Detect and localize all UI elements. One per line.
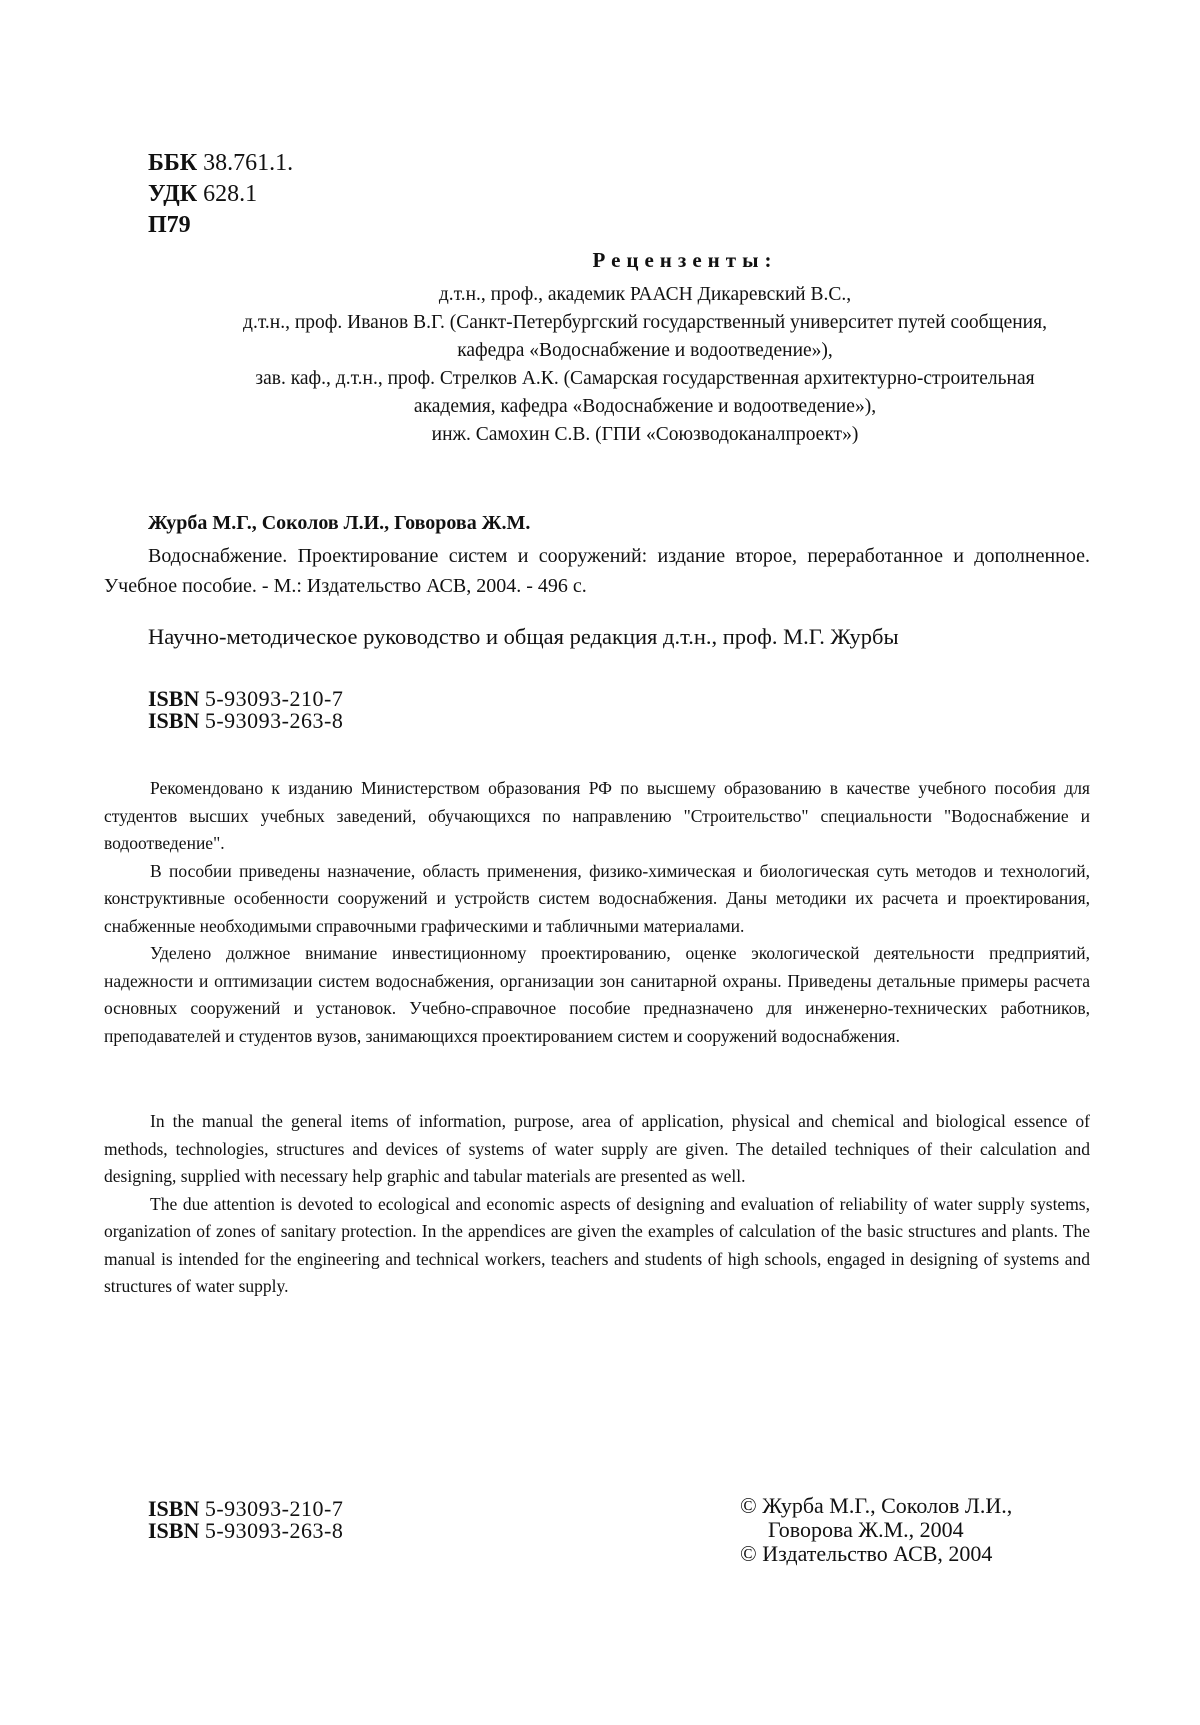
reviewers-list bbox=[100, 281, 1190, 449]
udk-line bbox=[148, 179, 293, 210]
reviewer-line: зав. каф., д.т.н., проф. Стрелков А.К. (Самарская государственная архитектурно-строительная bbox=[255, 368, 1035, 389]
bibliographic-description: Водоснабжение. Проектирование систем и сооружений: издание второе, переработанное и дополненное. Учебное пособие. - М.: Издательство АСВ, 2004. - 496 с. bbox=[104, 545, 1090, 597]
classification-codes bbox=[148, 148, 293, 241]
reviewer-line: д.т.н., проф. Иванов В.Г. (Санкт-Петербургский государственный университет путей сообщения, bbox=[243, 312, 1047, 333]
isbn-line bbox=[148, 688, 343, 710]
copyright-line: Говорова Ж.М., 2004 bbox=[768, 1517, 964, 1542]
udk-value: 628.1 bbox=[203, 181, 258, 207]
author-mark: П79 bbox=[148, 212, 191, 238]
author-mark-line bbox=[148, 210, 293, 241]
isbn-block-top bbox=[148, 688, 343, 732]
copyright-line: © Журба М.Г., Соколов Л.И., bbox=[740, 1493, 1013, 1518]
isbn-label: ISBN bbox=[148, 686, 200, 711]
annotation-paragraph: Рекомендовано к изданию Министерством образования РФ по высшему образованию в качестве учебного пособия для студентов высших учебных заведений, обучающихся по направлению "Строительство" специальности "Водоснабжение и водоотведение". bbox=[104, 778, 1090, 853]
reviewers-heading: Рецензенты: bbox=[592, 248, 778, 272]
isbn-block-bottom bbox=[148, 1498, 343, 1542]
reviewer-line: инж. Самохин С.В. (ГПИ «Союзводоканалпроект») bbox=[431, 424, 859, 445]
bbk-line bbox=[148, 148, 293, 179]
copyright-line: © Издательство АСВ, 2004 bbox=[740, 1541, 993, 1566]
editor-note: Научно-методическое руководство и общая редакция д.т.н., проф. М.Г. Журбы bbox=[148, 624, 899, 649]
isbn-number: 5-93093-263-8 bbox=[204, 708, 344, 733]
isbn-number: 5-93093-263-8 bbox=[204, 1518, 344, 1543]
annotation-paragraph: The due attention is devoted to ecological and economic aspects of designing and evaluation of reliability of water supply systems, organization of zones of sanitary protection. In the appendices are given the examples of calculation of the basic structures and plants. The manual is intended for the engineering and technical workers, teachers and students of high schools, engaged in designing of systems and structures of water supply. bbox=[104, 1193, 1090, 1296]
isbn-label: ISBN bbox=[148, 1518, 200, 1543]
udk-label: УДК bbox=[148, 181, 198, 207]
isbn-line bbox=[148, 1498, 343, 1520]
isbn-line bbox=[148, 1520, 343, 1542]
isbn-line bbox=[148, 710, 343, 732]
annotation-english bbox=[104, 1108, 1090, 1301]
annotation-paragraph: Уделено должное внимание инвестиционному проектированию, оценке экологической деятельности предприятий, надежности и оптимизации систем водоснабжения, организации зон санитарной охраны. Приведены детальные примеры расчета основных сооружений и установок. Учебно-справочное пособие предназначено для инженерно-технических работников, преподавателей и студентов вузов, занимающихся проектированием систем и сооружений водоснабжения. bbox=[104, 943, 1090, 1046]
copyright-block bbox=[740, 1494, 1012, 1566]
reviewer-line: академия, кафедра «Водоснабжение и водоотведение»), bbox=[413, 396, 877, 417]
annotation-paragraph: In the manual the general items of information, purpose, area of application, physical and chemical and biological essence of methods, technologies, structures and devices of systems of water supply are given. The detailed techniques of their calculation and designing, supplied with necessary help graphic and tabular materials are presented as well. bbox=[104, 1111, 1090, 1186]
isbn-label: ISBN bbox=[148, 1496, 200, 1521]
isbn-number: 5-93093-210-7 bbox=[204, 686, 344, 711]
book-authors: Журба М.Г., Соколов Л.И., Говорова Ж.М. bbox=[148, 512, 531, 534]
reviewer-line: д.т.н., проф., академик РААСН Дикаревский В.С., bbox=[438, 284, 852, 305]
isbn-label: ISBN bbox=[148, 708, 200, 733]
bbk-value: 38.761.1. bbox=[203, 150, 294, 176]
annotation-russian bbox=[104, 775, 1090, 1050]
bbk-label: ББК bbox=[148, 150, 198, 176]
annotation-paragraph: В пособии приведены назначение, область применения, физико-химическая и биологическая суть методов и технологий, конструктивные особенности сооружений и устройств систем водоснабжения. Даны методики их расчета и проектирования, снабженные необходимыми справочными графическими и табличными материалами. bbox=[104, 860, 1090, 936]
isbn-number: 5-93093-210-7 bbox=[204, 1496, 344, 1521]
reviewer-line: кафедра «Водоснабжение и водоотведение»), bbox=[457, 340, 833, 361]
